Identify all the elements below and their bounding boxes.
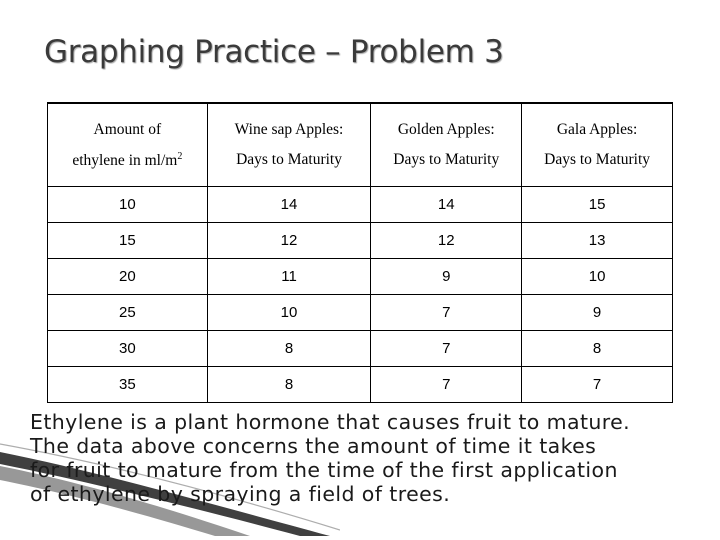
- header-cell: Wine sap Apples:: [207, 103, 371, 145]
- table-cell: 25: [48, 295, 208, 331]
- table-cell: 12: [207, 223, 371, 259]
- slide-title: Graphing Practice – Problem 3: [44, 34, 504, 70]
- data-table: [47, 102, 673, 403]
- table-cell: 14: [371, 187, 522, 223]
- table-row: [48, 295, 673, 331]
- table-cell: 13: [522, 223, 673, 259]
- table-cell: 12: [371, 223, 522, 259]
- header-unit-text: ethylene in ml/m: [72, 152, 178, 170]
- table-header-row: [48, 103, 673, 145]
- table-cell: 20: [48, 259, 208, 295]
- table-header-row: [48, 145, 673, 187]
- header-unit-superscript: 2: [177, 151, 183, 162]
- table-cell: 10: [48, 187, 208, 223]
- description-line: Ethylene is a plant hormone that causes fruit to mature.: [30, 410, 631, 434]
- description-line: The data above concerns the amount of time it takes: [30, 434, 597, 458]
- table-row: [48, 367, 673, 403]
- header-cell: Days to Maturity: [207, 145, 371, 187]
- table-cell: 7: [371, 367, 522, 403]
- table-cell: 14: [207, 187, 371, 223]
- table-cell: 7: [371, 331, 522, 367]
- table-row: [48, 187, 673, 223]
- table-cell: 7: [371, 295, 522, 331]
- table-row: [48, 223, 673, 259]
- table-cell: 8: [207, 331, 371, 367]
- description-line: for fruit to mature from the time of the first application: [30, 458, 618, 482]
- table-cell: 15: [522, 187, 673, 223]
- table-cell: 10: [207, 295, 371, 331]
- table-cell: 30: [48, 331, 208, 367]
- description-line: of ethylene by spraying a field of trees.: [30, 482, 451, 506]
- table-cell: 8: [207, 367, 371, 403]
- table-cell: 35: [48, 367, 208, 403]
- description-paragraph: [30, 410, 714, 506]
- table-cell: 7: [522, 367, 673, 403]
- header-cell: Amount of: [48, 103, 208, 145]
- table-row: [48, 259, 673, 295]
- table-cell: 11: [207, 259, 371, 295]
- table-cell: 10: [522, 259, 673, 295]
- header-cell: Golden Apples:: [371, 103, 522, 145]
- table-cell: 9: [371, 259, 522, 295]
- header-cell: Gala Apples:: [522, 103, 673, 145]
- table-cell: 8: [522, 331, 673, 367]
- table-cell: 9: [522, 295, 673, 331]
- table-row: [48, 331, 673, 367]
- table-cell: 15: [48, 223, 208, 259]
- header-cell: Days to Maturity: [522, 145, 673, 187]
- header-cell: Days to Maturity: [371, 145, 522, 187]
- header-cell: [48, 145, 208, 187]
